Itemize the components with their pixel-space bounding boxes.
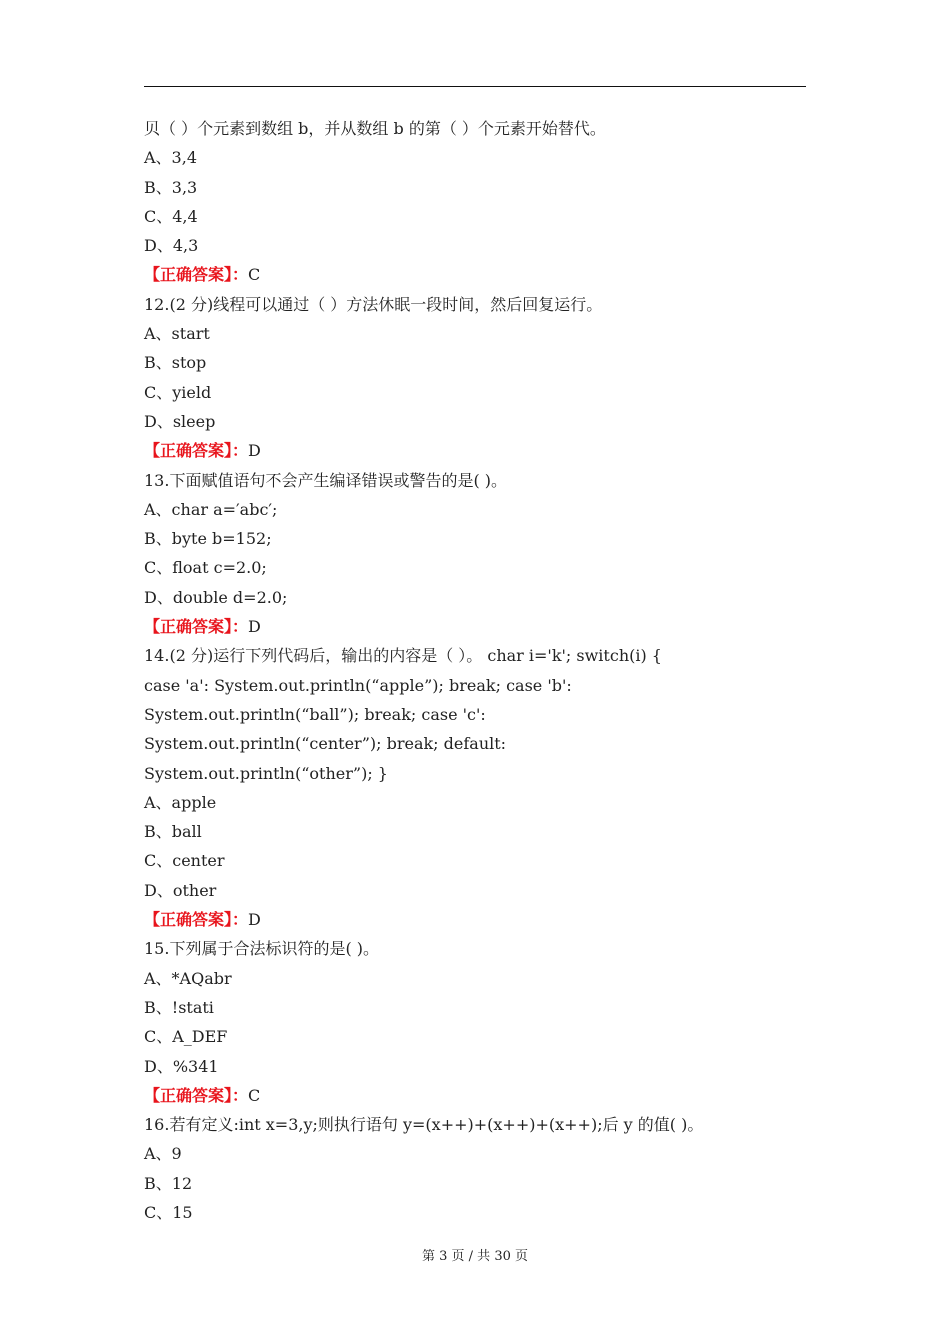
answer-label: 【正确答案】： bbox=[144, 265, 249, 285]
option-line: C、float c=2.0; bbox=[144, 558, 267, 578]
answer-value: C bbox=[248, 1085, 261, 1105]
page-footer: 第 3 页 / 共 30 页 bbox=[422, 1249, 528, 1264]
option-line: B、3,3 bbox=[144, 177, 198, 197]
question-line: 15.下列属于合法标识符的是( )。 bbox=[144, 939, 380, 959]
option-line: B、byte b=152; bbox=[144, 529, 272, 549]
question-line: 16.若有定义:int x=3,y;则执行语句 y=(x++)+(x++)+(x++);后 y 的值( )。 bbox=[144, 1115, 704, 1135]
option-line: D、double d=2.0; bbox=[144, 587, 288, 607]
option-line: A、apple bbox=[144, 792, 217, 812]
option-line: D、4,3 bbox=[144, 236, 199, 256]
option-line: D、other bbox=[144, 880, 217, 900]
option-line: B、!stati bbox=[144, 997, 214, 1017]
correct-answer bbox=[144, 260, 806, 289]
answer-label: 【正确答案】： bbox=[144, 1085, 249, 1105]
question-line: System.out.println(“ball”); break; case 'c': bbox=[144, 704, 486, 724]
option-line: B、12 bbox=[144, 1173, 193, 1193]
option-line: A、*AQabr bbox=[144, 968, 232, 988]
option-line: C、center bbox=[144, 851, 225, 871]
question-line: 13.下面赋值语句不会产生编译错误或警告的是( )。 bbox=[144, 470, 508, 490]
question-line: 12.(2 分)线程可以通过（ ）方法休眠一段时间，然后回复运行。 bbox=[144, 294, 603, 314]
correct-answer bbox=[144, 612, 806, 641]
correct-answer bbox=[144, 1081, 806, 1110]
option-line: D、%341 bbox=[144, 1056, 219, 1076]
question-line: case 'a': System.out.println(“apple”); break; case 'b': bbox=[144, 675, 572, 695]
answer-label: 【正确答案】： bbox=[144, 617, 249, 637]
correct-answer bbox=[144, 905, 806, 934]
option-line: D、sleep bbox=[144, 411, 216, 431]
option-line: C、15 bbox=[144, 1202, 193, 1222]
page-content bbox=[144, 114, 806, 1227]
option-line: C、A_DEF bbox=[144, 1027, 228, 1047]
answer-label: 【正确答案】： bbox=[144, 441, 249, 461]
answer-label: 【正确答案】： bbox=[144, 910, 249, 930]
option-line: B、ball bbox=[144, 822, 202, 842]
question-line: System.out.println(“other”); } bbox=[144, 763, 388, 783]
correct-answer bbox=[144, 436, 806, 465]
answer-value: D bbox=[248, 910, 261, 930]
option-line: C、yield bbox=[144, 382, 212, 402]
answer-value: D bbox=[248, 617, 261, 637]
option-line: A、start bbox=[144, 324, 210, 344]
question-line: System.out.println(“center”); break; default: bbox=[144, 734, 507, 754]
answer-value: C bbox=[248, 265, 261, 285]
question-line: 贝（ ）个元素到数组 b，并从数组 b 的第（ ）个元素开始替代。 bbox=[144, 119, 606, 138]
option-line: A、3,4 bbox=[144, 148, 198, 168]
option-line: A、9 bbox=[144, 1144, 182, 1164]
option-line: C、4,4 bbox=[144, 206, 198, 226]
answer-value: D bbox=[248, 441, 261, 461]
header-rule bbox=[144, 86, 806, 87]
question-line: 14.(2 分)运行下列代码后，输出的内容是（ ）。 char i='k'; switch(i) { bbox=[144, 646, 662, 666]
option-line: A、char a=′abc′; bbox=[144, 499, 278, 519]
option-line: B、stop bbox=[144, 353, 207, 373]
